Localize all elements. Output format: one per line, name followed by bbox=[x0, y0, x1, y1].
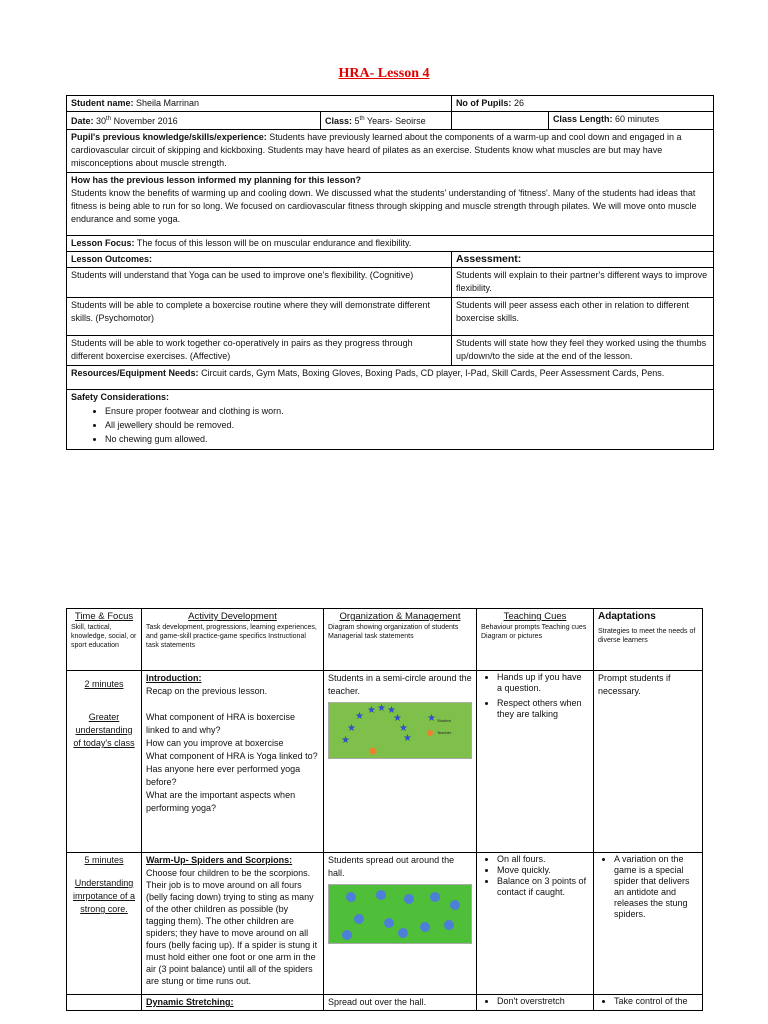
student-marker bbox=[430, 892, 440, 902]
time-cell: 2 minutes Greater understanding of today's class bbox=[67, 671, 142, 853]
student-marker bbox=[354, 914, 364, 924]
focus-cell: Lesson Focus: The focus of this lesson will be on muscular endurance and flexibility. bbox=[67, 235, 714, 251]
adapt-header: Adaptations Strategies to meet the needs of diverse learners bbox=[594, 609, 703, 671]
adapt-cell: Prompt students if necessary. bbox=[594, 671, 703, 853]
org-header: Organization & Management Diagram showing organization of students Managerial task statements bbox=[324, 609, 477, 671]
star-icon: ★ bbox=[355, 711, 364, 722]
star-icon: ★ bbox=[367, 705, 376, 716]
star-icon: ★ bbox=[347, 723, 356, 734]
semicircle-diagram bbox=[328, 702, 472, 759]
star-icon: ★ bbox=[377, 703, 386, 714]
activity-cell: Introduction: Recap on the previous lesson. What component of HRA is boxercise linked to and why? How can you improve at boxercise What component of HRA is Yoga linked to? Has anyone here ever performed yoga before? What are the important aspects when performing yoga? bbox=[142, 671, 324, 853]
adapt-cell bbox=[594, 995, 703, 1011]
spread-diagram bbox=[328, 884, 472, 944]
date-cell: Date: 30th November 2016 bbox=[67, 112, 321, 130]
list-item: • A variation on the game is a special spider that delivers an antidote and releases the stung spiders. bbox=[614, 854, 698, 920]
cues-header: Teaching Cues Behaviour prompts Teaching cues Diagram or pictures bbox=[477, 609, 594, 671]
list-item: • Hands up if you have a question. bbox=[497, 672, 589, 694]
assessment-header: Assessment: bbox=[451, 252, 713, 268]
list-item: • Take control of the bbox=[614, 996, 698, 1007]
student-marker bbox=[384, 918, 394, 928]
star-icon: ★ bbox=[387, 705, 396, 716]
student-marker bbox=[398, 928, 408, 938]
student-marker bbox=[444, 920, 454, 930]
resources-cell: Resources/Equipment Needs: Circuit cards, Gym Mats, Boxing Gloves, Boxing Pads, CD player, I-Pad, Skill Cards, Peer Assessment Cards, Pens. bbox=[67, 365, 714, 390]
lesson-plan-table bbox=[66, 608, 703, 1011]
cues-cell bbox=[477, 671, 594, 853]
org-cell: Students spread out around the hall. bbox=[324, 853, 477, 995]
star-icon: ★ bbox=[341, 735, 350, 746]
list-item: • Respect others when they are talking bbox=[497, 698, 589, 720]
student-marker bbox=[342, 930, 352, 940]
prev-lesson-cell: How has the previous lesson informed my planning for this lesson? Students know the benefits of warming up and cooling down. We discussed what the students' understanding of 'fitness'. Many of the students had ideas that fitness is being able to run for so long. We focused on cardiovascular fitness through skipping and muscle strength through pilates. We will move onto muscle endurance and some yoga. bbox=[67, 173, 714, 236]
student-marker bbox=[404, 894, 414, 904]
page-title: HRA- Lesson 4 bbox=[338, 66, 430, 81]
student-name-cell: Student name: Sheila Marrinan bbox=[67, 96, 452, 112]
lesson-info-table bbox=[66, 95, 714, 450]
safety-list bbox=[71, 404, 709, 446]
star-icon: ★ bbox=[393, 713, 402, 724]
time-focus-header: Time & Focus Skill, tactical, knowledge, social, or sport education bbox=[67, 609, 142, 671]
list-item: • Move quickly. bbox=[497, 865, 589, 876]
outcomes-header: Lesson Outcomes: bbox=[67, 252, 452, 268]
assessment-3: Students will state how they feel they worked using the thumbs up/down/to the side at the end of the lesson. bbox=[451, 336, 713, 366]
student-marker bbox=[420, 922, 430, 932]
list-item: • Balance on 3 points of contact if caught. bbox=[497, 876, 589, 898]
legend-teacher: Teacher bbox=[437, 730, 452, 735]
pupils-cell: No of Pupils: 26 bbox=[451, 96, 713, 112]
student-marker bbox=[376, 890, 386, 900]
activity-header: Activity Development Task development, progressions, learning experiences, and game-skill practice-game specifics Instructional task statements bbox=[142, 609, 324, 671]
class-cell: Class: 5th Years- Seoirse bbox=[321, 112, 452, 130]
time-cell bbox=[67, 995, 142, 1011]
org-cell: Students in a semi-circle around the teacher. ★ ★ ★ ★ ★ ★ ★ ★ ★ ★ Student Teacher bbox=[324, 671, 477, 853]
star-icon: ★ bbox=[427, 713, 436, 724]
outcome-2: Students will be able to complete a boxercise routine where they will demonstrate different skills. (Psychomotor) bbox=[67, 298, 452, 336]
cues-cell bbox=[477, 995, 594, 1011]
teacher-marker bbox=[370, 748, 377, 755]
cues-cell bbox=[477, 853, 594, 995]
activity-cell: Dynamic Stretching: bbox=[142, 995, 324, 1011]
time-cell: 5 minutes Understanding imrpotance of a strong core. bbox=[67, 853, 142, 995]
assessment-1: Students will explain to their partner's different ways to improve flexibility. bbox=[451, 268, 713, 298]
prev-knowledge-cell: Pupil's previous knowledge/skills/experience: Students have previously learned about the components of a warm-up and cool down and engaged in a cardiovascular circuit of skipping and kickboxing. Students may have heard of pilates as an exercise. Students know what muscles are but may have misconceptions about muscle strength. bbox=[67, 130, 714, 173]
legend-student: Student bbox=[437, 718, 451, 723]
safety-cell: Safety Considerations: • Ensure proper footwear and clothing is worn. • All jewellery should be removed. • No chewing gum allowed. bbox=[67, 390, 714, 450]
outcome-3: Students will be able to work together co-operatively in pairs as they progress through different boxercise exercises. (Affective) bbox=[67, 336, 452, 366]
adapt-cell bbox=[594, 853, 703, 995]
outcome-1: Students will understand that Yoga can be used to improve one's flexibility. (Cognitive) bbox=[67, 268, 452, 298]
student-marker bbox=[450, 900, 460, 910]
list-item: • Ensure proper footwear and clothing is worn. bbox=[105, 404, 709, 418]
assessment-2: Students will peer assess each other in relation to different boxercise skills. bbox=[451, 298, 713, 336]
org-cell: Spread out over the hall. bbox=[324, 995, 477, 1011]
activity-cell: Warm-Up- Spiders and Scorpions: Choose four children to be the scorpions. Their job is to move around on all fours (belly facing down) trying to sting as many of the other children as possible (by tagging them). The other children are spiders; they have to move around on all fours (belly facing up). If a spider is stung it must hold either one foot or one arm in the air (3 point balance) until all of the spiders are stung or time runs out. bbox=[142, 853, 324, 995]
teacher-legend-marker bbox=[427, 730, 433, 736]
list-item: • All jewellery should be removed. bbox=[105, 418, 709, 432]
student-marker bbox=[346, 892, 356, 902]
star-icon: ★ bbox=[399, 723, 408, 734]
length-cell: Class Length: 60 minutes bbox=[548, 112, 713, 130]
list-item: • Don't overstretch bbox=[497, 996, 589, 1007]
list-item: • On all fours. bbox=[497, 854, 589, 865]
star-icon: ★ bbox=[403, 733, 412, 744]
list-item: • No chewing gum allowed. bbox=[105, 432, 709, 446]
class-blank-cell bbox=[451, 112, 548, 130]
